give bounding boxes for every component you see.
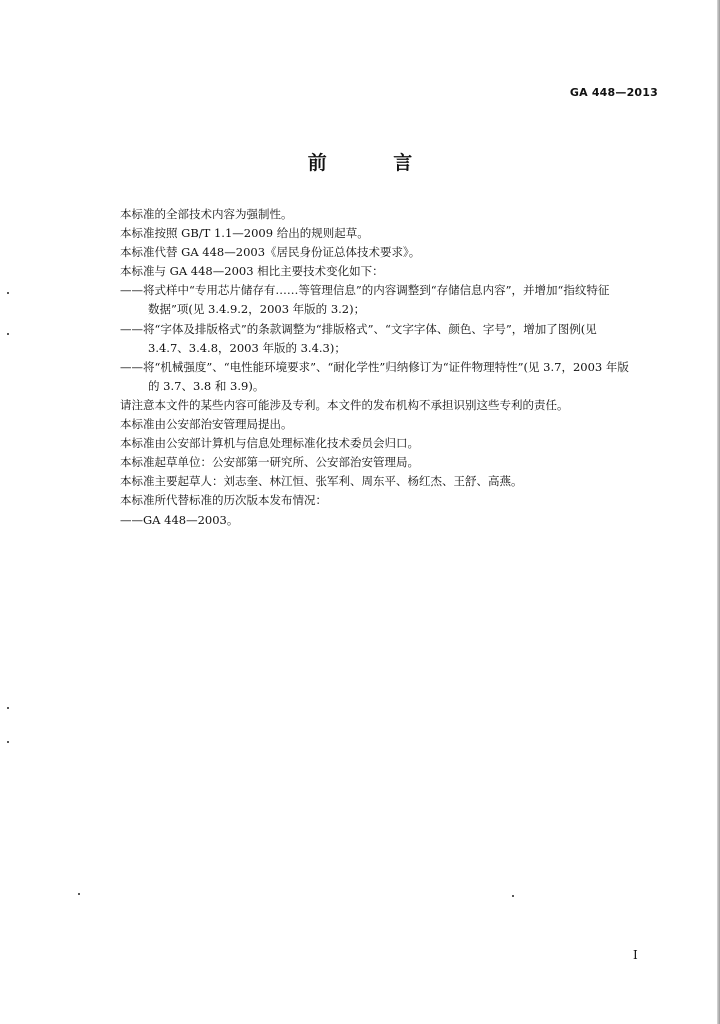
standard-code: GA 448—2013 (569, 86, 658, 99)
paragraph-line: 本标准按照 GB/T 1.1—2009 给出的规则起草。 (120, 226, 369, 241)
paragraph-line: 本标准所代替标准的历次版本发布情况： (120, 493, 327, 508)
scan-speck (78, 893, 80, 895)
change-item-continuation: 3.4.7、3.4.8，2003 年版的 3.4.3)； (148, 340, 346, 355)
change-item-line: ——将“机械强度”、“电性能环境要求”、“耐化学性”归纳修订为“证件物理特性”(见 3.7，2003 年版 (120, 359, 629, 374)
page-title: 前 言 (307, 152, 443, 174)
scan-speck (512, 895, 514, 897)
paragraph-line: ——GA 448—2003。 (120, 512, 239, 527)
paragraph-line: 本标准由公安部计算机与信息处理标准化技术委员会归口。 (120, 436, 419, 451)
scan-speck (7, 707, 9, 709)
paragraph-line: 本标准代替 GA 448—2003《居民身份证总体技术要求》。 (120, 245, 421, 260)
paragraph-line: 请注意本文件的某些内容可能涉及专利。本文件的发布机构不承担识别这些专利的责任。 (120, 397, 569, 412)
change-item-line: ——将“字体及排版格式”的条款调整为“排版格式”、“文字字体、颜色、字号”，增加了图例(见 (120, 321, 597, 336)
paragraph-line: 本标准主要起草人：刘志奎、林江恒、张军利、周东平、杨红杰、王舒、高燕。 (120, 474, 523, 489)
paragraph-line: 本标准的全部技术内容为强制性。 (120, 207, 293, 221)
change-item-continuation: 数据”项(见 3.4.9.2，2003 年版的 3.2)； (148, 302, 366, 317)
paragraph-line: 本标准起草单位：公安部第一研究所、公安部治安管理局。 (120, 455, 419, 470)
paragraph-line: 本标准与 GA 448—2003 相比主要技术变化如下： (120, 264, 384, 279)
scan-speck (7, 333, 9, 335)
foreword-body (120, 205, 668, 530)
change-item-continuation: 的 3.7、3.8 和 3.9)。 (148, 378, 265, 393)
paragraph-line: 本标准由公安部治安管理局提出。 (120, 417, 293, 432)
scan-speck (7, 292, 9, 294)
scan-speck (7, 741, 9, 743)
page-number: I (633, 948, 638, 962)
change-item-line: ——将式样中“专用芯片储存有……等管理信息”的内容调整到“存储信息内容”，并增加“指纹特征 (120, 283, 610, 298)
